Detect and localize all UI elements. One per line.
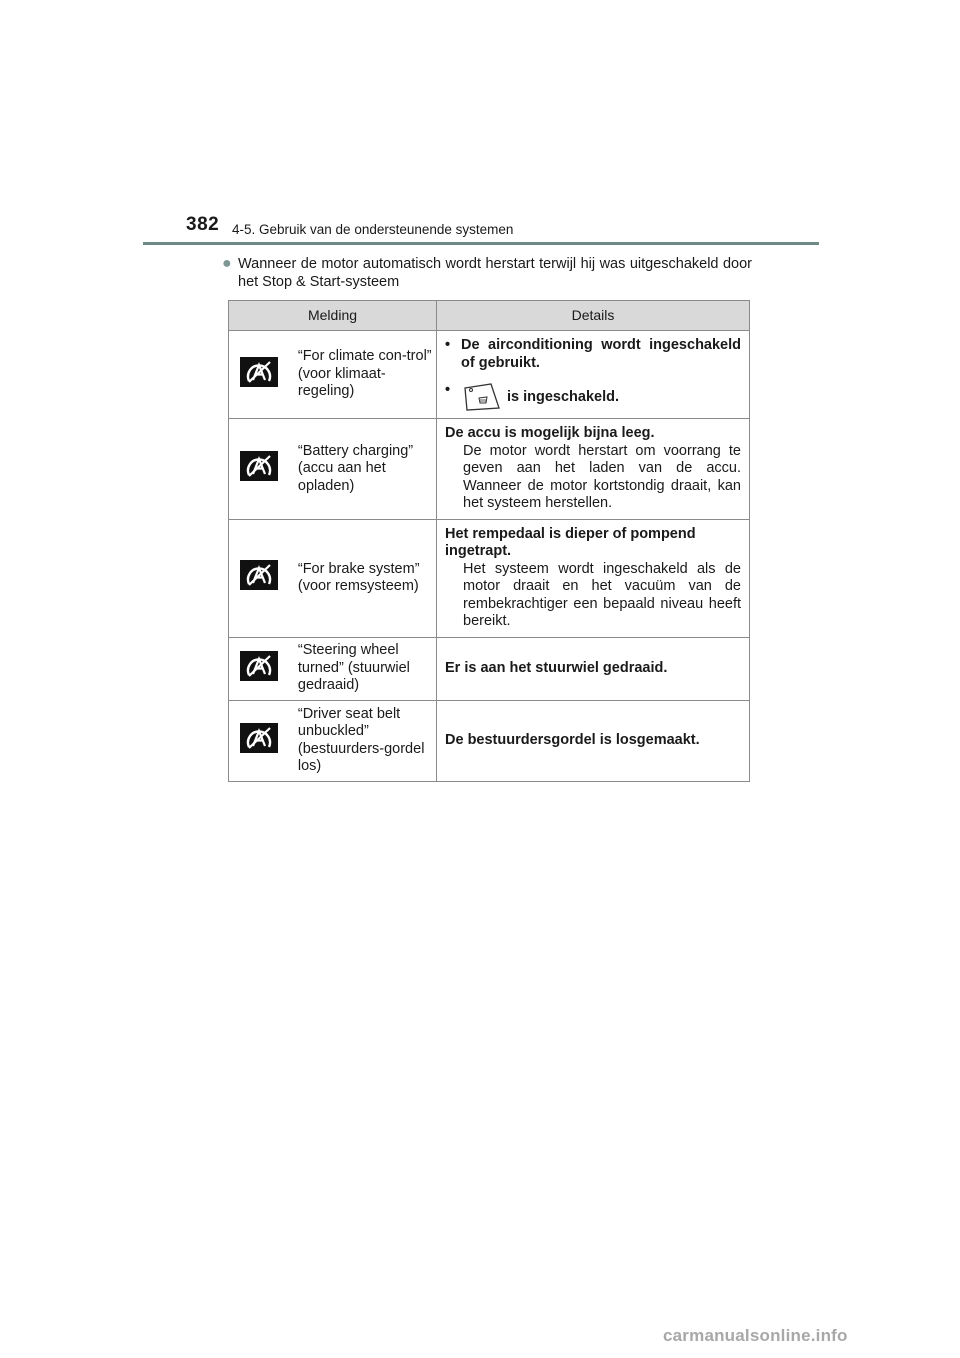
- detail-body: Het systeem wordt ingeschakeld als de motor draait en het vacuüm van de rembekrachtiger een bepaald niveau heeft bereikt.: [463, 560, 741, 629]
- table-row: [229, 637, 750, 700]
- icon-cell: [229, 700, 290, 781]
- message-cell: “Battery charging” (accu aan het opladen): [290, 419, 437, 520]
- table-row: [229, 331, 750, 419]
- message-table: [228, 300, 750, 782]
- table-header-row: [229, 301, 750, 331]
- icon-cell: [229, 519, 290, 637]
- header-divider: [143, 242, 819, 245]
- watermark: carmanualsonline.info: [663, 1326, 848, 1345]
- detail-heading: De bestuurdersgordel is losgemaakt.: [445, 731, 700, 748]
- detail-bullet-text: De airconditioning wordt ingeschakeld of gebruikt.: [461, 337, 741, 371]
- table-row: [229, 700, 750, 781]
- detail-heading: De accu is mogelijk bijna leeg.: [445, 425, 655, 441]
- message-cell: “For climate con-trol” (voor klimaat-regeling): [290, 331, 437, 419]
- column-header-melding: Melding: [229, 301, 437, 331]
- detail-bullet: • is ingeschakeld.: [445, 382, 741, 412]
- details-cell: [437, 637, 750, 700]
- intro-text: Wanneer de motor automatisch wordt herstart terwijl hij was uitgeschakeld door het Stop & Start-systeem: [238, 256, 752, 290]
- message-cell: “Steering wheel turned” (stuurwiel gedraaid): [290, 637, 437, 700]
- details-cell: [437, 331, 750, 419]
- table-row: [229, 519, 750, 637]
- icon-cell: [229, 331, 290, 419]
- intro-paragraph: [222, 255, 752, 291]
- stop-start-off-icon: [240, 723, 278, 753]
- section-title: 4-5. Gebruik van de ondersteunende systemen: [232, 222, 514, 237]
- page-number: 382: [186, 214, 220, 235]
- column-header-details: Details: [437, 301, 750, 331]
- message-cell: “For brake system” (voor remsysteem): [290, 519, 437, 637]
- detail-heading: Er is aan het stuurwiel gedraaid.: [445, 659, 668, 676]
- bullet-icon: ●: [222, 255, 232, 272]
- windshield-defogger-icon: [461, 382, 503, 412]
- stop-start-off-icon: [240, 560, 278, 590]
- stop-start-off-icon: [240, 357, 278, 387]
- stop-start-off-icon: [240, 651, 278, 681]
- detail-bullet: • De airconditioning wordt ingeschakeld of gebruikt.: [445, 337, 741, 371]
- detail-bullet-text: is ingeschakeld.: [507, 388, 620, 405]
- details-cell: [437, 419, 750, 520]
- details-cell: [437, 519, 750, 637]
- stop-start-off-icon: [240, 451, 278, 481]
- message-cell: “Driver seat belt unbuckled” (bestuurders-gordel los): [290, 700, 437, 781]
- icon-cell: [229, 637, 290, 700]
- details-cell: [437, 700, 750, 781]
- table-row: [229, 419, 750, 520]
- icon-cell: [229, 419, 290, 520]
- detail-heading: Het rempedaal is dieper of pompend ingetrapt.: [445, 525, 696, 559]
- detail-body: De motor wordt herstart om voorrang te geven aan het laden van de accu. Wanneer de motor kortstondig draait, kan het systeem herstellen.: [463, 442, 741, 511]
